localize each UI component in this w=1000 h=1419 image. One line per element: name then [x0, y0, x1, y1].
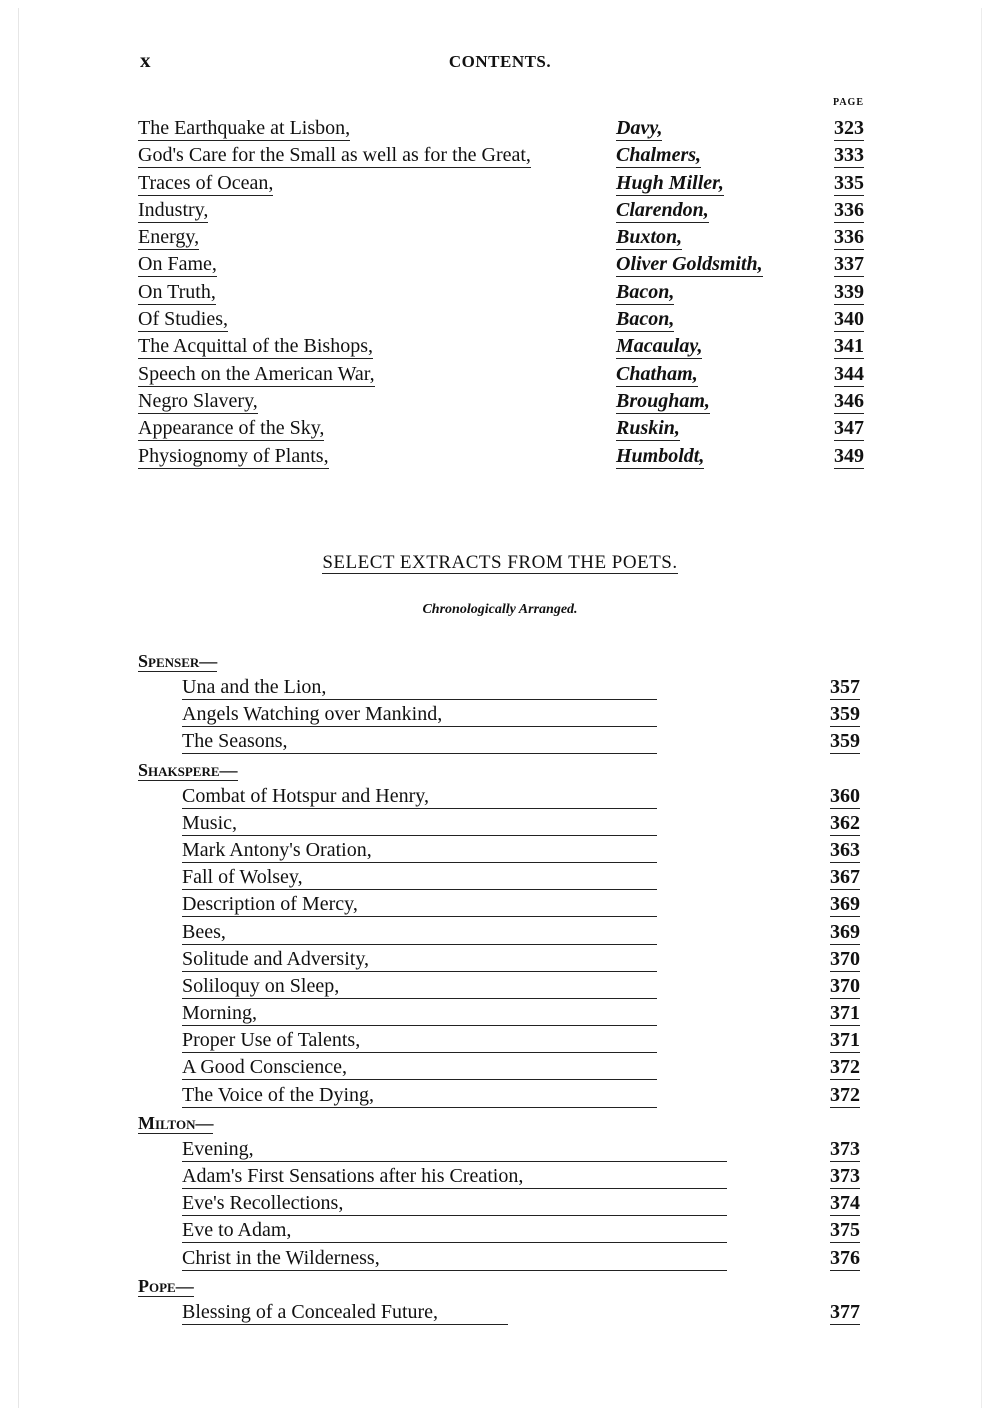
leader-rule [182, 889, 657, 890]
prose-entry[interactable] [138, 307, 868, 334]
prose-entry[interactable] [138, 171, 868, 198]
poem-page: 371 [830, 1002, 860, 1025]
leader-rule [182, 1107, 657, 1108]
prose-contents-list [138, 116, 868, 471]
page-number: x [140, 48, 151, 72]
poet-heading [138, 648, 868, 675]
poem-page: 369 [830, 920, 860, 943]
entry-title: Appearance of the Sky, [138, 417, 325, 440]
poem-title: Morning, [182, 1002, 257, 1025]
poem-title: The Seasons, [182, 730, 288, 753]
poem-page: 359 [830, 703, 860, 726]
entry-page: 323 [834, 117, 864, 139]
poem-page: 363 [830, 838, 860, 861]
poem-page: 367 [830, 866, 860, 889]
poem-entry[interactable] [138, 729, 868, 756]
poem-entry[interactable] [138, 1055, 868, 1082]
leader-rule [182, 1025, 657, 1026]
prose-entry[interactable] [138, 416, 868, 443]
entry-page: 333 [834, 144, 864, 167]
poem-entry[interactable] [138, 1083, 868, 1110]
entry-page: 335 [834, 171, 864, 194]
poem-title: Eve's Recollections, [182, 1192, 344, 1215]
prose-entry[interactable] [138, 334, 868, 361]
page-title: CONTENTS. [448, 52, 552, 71]
poem-title: Una and the Lion, [182, 676, 327, 698]
entry-author: Ruskin, [616, 417, 680, 440]
poem-entry[interactable] [138, 947, 868, 974]
poem-page: 374 [830, 1192, 860, 1215]
leader-rule [182, 835, 657, 836]
entry-author: Humboldt, [616, 444, 705, 467]
poet-name: Shakspere— [138, 759, 238, 780]
entry-page: 349 [834, 444, 864, 467]
entry-page: 336 [834, 226, 864, 249]
entry-author: Bacon, [616, 280, 675, 303]
leader-rule [182, 862, 657, 863]
poem-page: 359 [830, 730, 860, 753]
poem-title: Solitude and Adversity, [182, 947, 370, 970]
poem-entry[interactable] [138, 811, 868, 838]
prose-entry[interactable] [138, 225, 868, 252]
poem-title: Evening, [182, 1137, 254, 1160]
entry-title: The Earthquake at Lisbon, [138, 117, 351, 139]
poem-entry[interactable] [138, 1028, 868, 1055]
poem-entry[interactable] [138, 920, 868, 947]
prose-entry[interactable] [138, 252, 868, 279]
prose-entry[interactable] [138, 280, 868, 307]
entry-title: Industry, [138, 198, 209, 221]
poem-entry[interactable] [138, 1191, 868, 1218]
leader-rule [182, 998, 657, 999]
poem-page: 370 [830, 947, 860, 970]
prose-entry[interactable] [138, 143, 868, 170]
entry-title: Speech on the American War, [138, 362, 375, 385]
leader-rule [182, 1161, 727, 1162]
poem-title: Mark Antony's Oration, [182, 838, 372, 861]
poet-heading [138, 1110, 868, 1137]
poem-title: Adam's First Sensations after his Creation, [182, 1165, 524, 1187]
leader-rule [182, 726, 657, 727]
leader-rule [182, 944, 657, 945]
poem-page: 375 [830, 1219, 860, 1242]
entry-title: Physiognomy of Plants, [138, 444, 329, 467]
poem-entry[interactable] [138, 1164, 868, 1191]
poem-title: Christ in the Wilderness, [182, 1246, 380, 1269]
poem-title: Bees, [182, 920, 226, 943]
entry-author: Oliver Goldsmith, [616, 253, 763, 276]
entry-author: Chatham, [616, 362, 698, 385]
poem-entry[interactable] [138, 784, 868, 811]
leader-rule [182, 1052, 657, 1053]
poem-page: 369 [830, 893, 860, 916]
entry-page: 336 [834, 198, 864, 221]
section-subtitle: Chronologically Arranged. [422, 602, 578, 617]
entry-page: 339 [834, 280, 864, 303]
poet-heading [138, 757, 868, 784]
poem-page: 370 [830, 974, 860, 997]
poem-entry[interactable] [138, 1218, 868, 1245]
entry-page: 346 [834, 389, 864, 412]
poem-page: 372 [830, 1083, 860, 1106]
entry-page: 341 [834, 335, 864, 358]
entry-author: Davy, [616, 117, 663, 139]
poem-page: 362 [830, 811, 860, 834]
poem-title: Blessing of a Concealed Future, [182, 1300, 439, 1323]
poet-name: Spenser— [138, 651, 218, 671]
entry-title: On Truth, [138, 280, 216, 303]
poem-entry[interactable] [138, 675, 868, 702]
entry-title: Energy, [138, 226, 200, 249]
prose-entry[interactable] [138, 444, 868, 471]
entry-title: On Fame, [138, 253, 217, 276]
leader-rule [182, 1188, 727, 1189]
leader-rule [182, 753, 657, 754]
poem-page: 372 [830, 1056, 860, 1079]
entry-page: 347 [834, 417, 864, 440]
section-title: SELECT EXTRACTS FROM THE POETS. [322, 552, 678, 573]
poet-heading [138, 1273, 868, 1300]
entry-title: God's Care for the Small as well as for the Great, [138, 144, 531, 167]
poem-title: A Good Conscience, [182, 1056, 347, 1079]
entry-author: Chalmers, [616, 144, 702, 167]
poem-title: Proper Use of Talents, [182, 1029, 361, 1052]
poem-entry[interactable] [138, 1246, 868, 1273]
prose-entry[interactable] [138, 116, 868, 143]
poem-entry[interactable] [138, 1001, 868, 1028]
entry-title: Negro Slavery, [138, 389, 258, 412]
leader-rule [182, 971, 657, 972]
page-column-label: PAGE [832, 97, 864, 108]
entry-author: Hugh Miller, [616, 171, 724, 194]
poem-title: Eve to Adam, [182, 1219, 292, 1242]
poem-title: Soliloquy on Sleep, [182, 974, 340, 997]
poem-page: 373 [830, 1165, 860, 1187]
leader-rule [182, 916, 657, 917]
entry-author: Macaulay, [616, 335, 703, 358]
prose-entry[interactable] [138, 389, 868, 416]
poets-contents-list [138, 648, 868, 1327]
leader-rule [182, 1242, 727, 1243]
leader-rule [182, 1079, 657, 1080]
prose-entry[interactable] [138, 362, 868, 389]
leader-rule [182, 1270, 727, 1271]
entry-page: 340 [834, 308, 864, 331]
leader-rule [182, 1324, 508, 1325]
poem-entry[interactable] [138, 1300, 868, 1327]
poet-name: Milton— [138, 1112, 214, 1133]
entry-title: Of Studies, [138, 308, 228, 331]
poem-page: 360 [830, 784, 860, 807]
entry-author: Buxton, [616, 226, 683, 249]
poem-page: 371 [830, 1029, 860, 1052]
poem-title: Music, [182, 811, 237, 834]
entry-page: 344 [834, 362, 864, 385]
prose-entry[interactable] [138, 198, 868, 225]
poem-entry[interactable] [138, 892, 868, 919]
poem-title: Combat of Hotspur and Henry, [182, 784, 429, 807]
entry-author: Clarendon, [616, 198, 709, 221]
poem-entry[interactable] [138, 702, 868, 729]
poem-page: 373 [830, 1137, 860, 1160]
entry-page: 337 [834, 253, 864, 276]
poem-page: 357 [830, 676, 860, 698]
poem-entry[interactable] [138, 838, 868, 865]
leader-rule [182, 1215, 727, 1216]
entry-author: Bacon, [616, 308, 675, 331]
leader-rule [182, 699, 657, 700]
poem-entry[interactable] [138, 865, 868, 892]
poem-page: 377 [830, 1300, 860, 1323]
poem-entry[interactable] [138, 1137, 868, 1164]
poem-title: The Voice of the Dying, [182, 1083, 375, 1106]
poet-name: Pope— [138, 1275, 194, 1296]
entry-title: The Acquittal of the Bishops, [138, 335, 373, 358]
poem-page: 376 [830, 1246, 860, 1269]
leader-rule [182, 808, 657, 809]
entry-title: Traces of Ocean, [138, 171, 274, 194]
poem-title: Description of Mercy, [182, 893, 358, 916]
entry-author: Brougham, [616, 389, 710, 412]
poem-title: Angels Watching over Mankind, [182, 703, 443, 726]
poem-entry[interactable] [138, 974, 868, 1001]
poem-title: Fall of Wolsey, [182, 866, 303, 889]
